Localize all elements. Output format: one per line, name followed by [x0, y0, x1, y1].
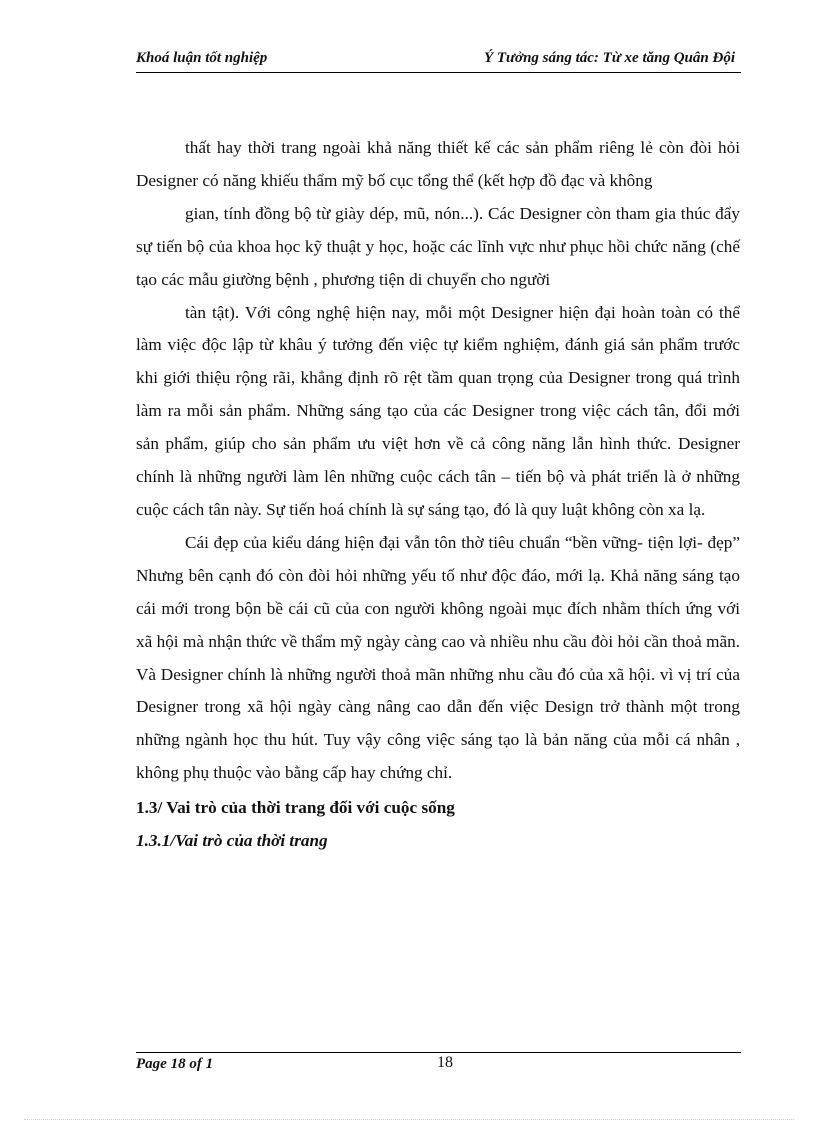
footer-page-label: Page 18 of 1	[136, 1056, 214, 1072]
header-topic-title: Ý Tưởng sáng tác: Từ xe tăng Quân Đội	[483, 50, 735, 66]
section-heading: 1.3/ Vai trò của thời trang đối với cuộc sống	[136, 798, 455, 818]
footer-divider	[136, 1052, 741, 1053]
paragraph-2: gian, tính đồng bộ từ giày dép, mũ, nón...). Các Designer còn tham gia thúc đẩy sự tiến bộ của khoa học kỹ thuật y học, hoặc các lĩnh vực như phục hồi chức năng (chế tạo các mẫu giường bệnh , phương tiện di chuyển cho người	[136, 203, 740, 289]
header-thesis-label: Khoá luận tốt nghiệp	[136, 50, 268, 66]
footer-page-number: 18	[437, 1054, 453, 1071]
subsection-heading: 1.3.1/Vai trò của thời trang	[136, 831, 328, 851]
document-body	[136, 132, 740, 858]
page-header	[136, 48, 741, 73]
paragraph-4: Cái đẹp của kiểu dáng hiện đại vẫn tôn thờ tiêu chuẩn “bền vững- tiện lợi- đẹp” Nhưng bên cạnh đó còn đòi hỏi những yếu tố như độc đáo, mới lạ. Khả năng sáng tạo cái mới trong bộn bề cái cũ của con người không ngoài mục đích nhằm thích ứng với xã hội mà nhận thức về thẩm mỹ ngày càng cao và nhiều nhu cầu đòi hỏi cần thoả mãn. Và Designer chính là những người thoả mãn những nhu cầu đó của xã hội. vì vị trí của Designer trong xã hội ngày càng nâng cao dẫn đến việc Design trở thành một trong những ngành học thu hút. Tuy vậy công việc sáng tạo là bản năng của mỗi cá nhân , không phụ thuộc vào bằng cấp hay chứng chỉ.	[136, 532, 740, 783]
page-bottom-border	[24, 1119, 794, 1120]
paragraph-3: tàn tật). Với công nghệ hiện nay, mỗi một Designer hiện đại hoàn toàn có thể làm việc độc lập từ khâu ý tưởng đến việc tự kiểm nghiệm, đánh giá sản phẩm trước khi giới thiệu rộng rãi, khẳng định rõ rệt tầm quan trọng của Designer trong quá trình làm ra mỗi sản phẩm. Những sáng tạo của các Designer trong việc cách tân, đổi mới sản phẩm, giúp cho sản phẩm ưu việt hơn về cả công năng lẫn hình thức. Designer chính là những người làm lên những cuộc cách tân – tiến bộ và phát triển là ở những cuộc cách tân này. Sự tiến hoá chính là sự sáng tạo, đó là quy luật không còn xa lạ.	[136, 302, 740, 519]
paragraph-1: thất hay thời trang ngoài khả năng thiết kế các sản phẩm riêng lẻ còn đòi hỏi Designer có năng khiếu thẩm mỹ bố cục tổng thể (kết hợp đồ đạc và không	[136, 138, 740, 190]
